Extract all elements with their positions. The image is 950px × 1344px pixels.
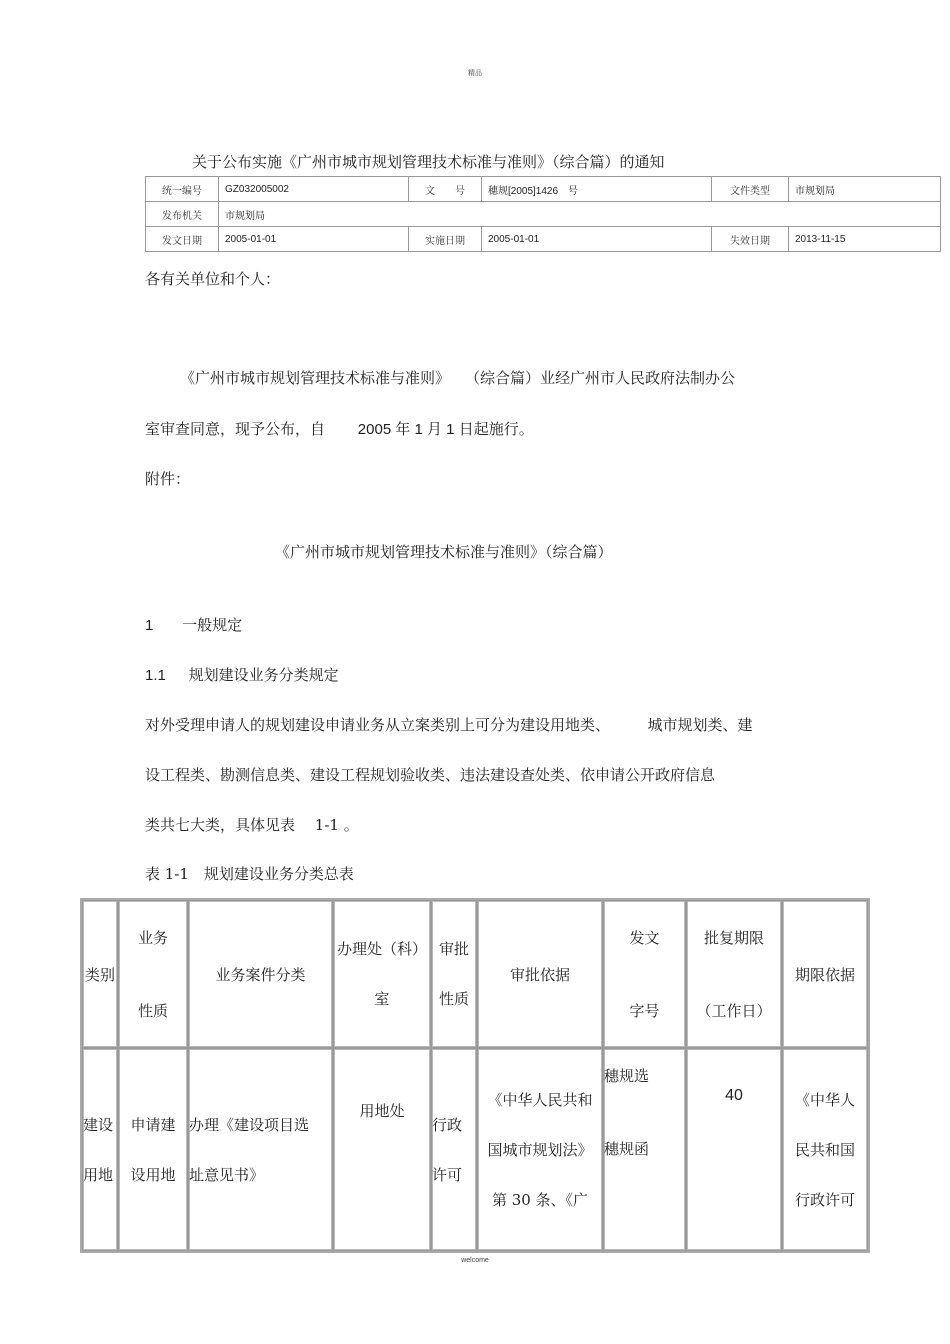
header-doc-number xyxy=(603,900,686,1048)
cell-text: 40 xyxy=(725,1087,743,1104)
cell-text: 行政 xyxy=(432,1115,463,1134)
header-text: 室 xyxy=(374,990,390,1008)
cell-text: 用地 xyxy=(83,1165,114,1184)
section-title: 一般规定 xyxy=(182,616,243,634)
header-text: 业务 xyxy=(137,928,168,947)
meta-value-docno: 穗规[2005]1426 号 xyxy=(482,177,712,202)
cell-text: 建设 xyxy=(83,1115,114,1134)
header-category xyxy=(82,900,118,1048)
cell-approval-nature xyxy=(431,1048,477,1251)
cell-text: 址意见书》 xyxy=(189,1165,265,1184)
meta-label: 文件类型 xyxy=(712,177,789,202)
document-meta-table xyxy=(145,176,941,252)
meta-label: 文 号 xyxy=(409,177,482,202)
header-text: 业务案件分类 xyxy=(215,965,306,984)
cell-text: 行政许可 xyxy=(794,1190,855,1209)
section-heading xyxy=(145,614,242,635)
effective-date-text: 2005 年 1 月 1 日起施行。 xyxy=(357,421,534,438)
header-nature xyxy=(118,900,188,1048)
paragraph-line: 对外受理申请人的规划建设申请业务从立案类别上可分为建设用地类、 城市规划类、建 xyxy=(145,716,753,734)
cell-text: 《中华人 xyxy=(794,1090,855,1109)
section-title: 规划建设业务分类规定 xyxy=(188,666,339,684)
meta-value-id: GZ032005002 xyxy=(219,177,409,202)
meta-value-type: 市规划局 xyxy=(789,177,941,202)
meta-label: 失效日期 xyxy=(712,227,789,252)
header-case-class xyxy=(188,900,333,1048)
cell-doc-number xyxy=(603,1048,686,1251)
cell-text: 申请建 xyxy=(130,1115,176,1134)
header-basis xyxy=(477,900,603,1048)
cell-text: 国城市规划法》 xyxy=(487,1140,593,1159)
meta-label: 发文日期 xyxy=(146,227,219,252)
salutation: 各有关单位和个人： xyxy=(145,270,281,288)
cell-text: 《中华人民共和 xyxy=(487,1090,593,1109)
meta-label: 实施日期 xyxy=(409,227,482,252)
cell-text: 许可 xyxy=(432,1165,463,1184)
cell-period-basis xyxy=(782,1048,868,1251)
header-text: 字号 xyxy=(629,1001,660,1020)
meta-value-issuer: 市规划局 xyxy=(219,202,941,227)
header-text: 批复期限 xyxy=(703,928,764,947)
paragraph-text: 室审查同意，现予公布，自 xyxy=(145,420,326,438)
meta-value-issue-date: 2005-01-01 xyxy=(219,227,409,252)
cell-text: 第 30 条、《广 xyxy=(491,1190,589,1209)
meta-label: 统一编号 xyxy=(146,177,219,202)
meta-row xyxy=(146,177,941,202)
header-text: 性质 xyxy=(438,990,469,1008)
paragraph-line: 《广州市城市规划管理技术标准与准则》 （综合篇）业经广州市人民政府法制办公 xyxy=(180,369,736,387)
header-text: 审批 xyxy=(438,940,469,958)
table-header-row xyxy=(82,900,868,1048)
header-text: 发文 xyxy=(629,928,660,947)
header-text: 期限依据 xyxy=(794,965,855,984)
cell-text: 用地处 xyxy=(359,1102,405,1120)
paragraph-line: 设工程类、勘测信息类、建设工程规划验收类、违法建设查处类、依申请公开政府信息 xyxy=(145,766,716,784)
subsection-heading xyxy=(145,664,339,685)
cell-text: 穗规选 xyxy=(604,1067,650,1085)
header-text: 类别 xyxy=(84,965,115,984)
header-text: 办理处（科） xyxy=(336,940,427,958)
attachment-title: 《广州市城市规划管理技术标准与准则》（综合篇） xyxy=(275,543,613,561)
header-period-basis xyxy=(782,900,868,1048)
meta-row xyxy=(146,227,941,252)
cell-nature xyxy=(118,1048,188,1251)
business-classification-table xyxy=(80,898,870,1253)
cell-period xyxy=(686,1048,782,1251)
header-text: 审批依据 xyxy=(509,965,570,984)
cell-text: 穗规函 xyxy=(604,1140,650,1158)
cell-category xyxy=(82,1048,118,1251)
table-caption: 表 1-1 规划建设业务分类总表 xyxy=(145,865,354,883)
meta-row xyxy=(146,202,941,227)
meta-value-effective-date: 2005-01-01 xyxy=(482,227,712,252)
paragraph-line xyxy=(145,418,534,439)
table-row xyxy=(82,1048,868,1251)
cell-basis xyxy=(477,1048,603,1251)
cell-text: 设用地 xyxy=(130,1165,176,1184)
header-approval-nature xyxy=(431,900,477,1048)
attachment-label: 附件： xyxy=(145,470,191,488)
cell-office xyxy=(333,1048,431,1251)
cell-text: 办理《建设项目选 xyxy=(189,1115,310,1134)
document-title: 关于公布实施《广州市城市规划管理技术标准与准则》（综合篇）的通知 xyxy=(192,153,665,171)
section-number: 1.1 xyxy=(145,667,166,684)
header-text: （工作日） xyxy=(696,1001,772,1020)
paragraph-line: 类共七大类，具体见表 1-1 。 xyxy=(145,816,359,834)
section-number: 1 xyxy=(145,617,154,634)
cell-case-class xyxy=(188,1048,333,1251)
meta-label: 发布机关 xyxy=(146,202,219,227)
footer-watermark: welcome xyxy=(461,1257,489,1264)
header-office xyxy=(333,900,431,1048)
header-text: 性质 xyxy=(137,1001,168,1020)
header-watermark: 精品 xyxy=(468,69,482,77)
cell-text: 民共和国 xyxy=(794,1140,855,1159)
header-period xyxy=(686,900,782,1048)
meta-value-expiry-date: 2013-11-15 xyxy=(789,227,941,252)
